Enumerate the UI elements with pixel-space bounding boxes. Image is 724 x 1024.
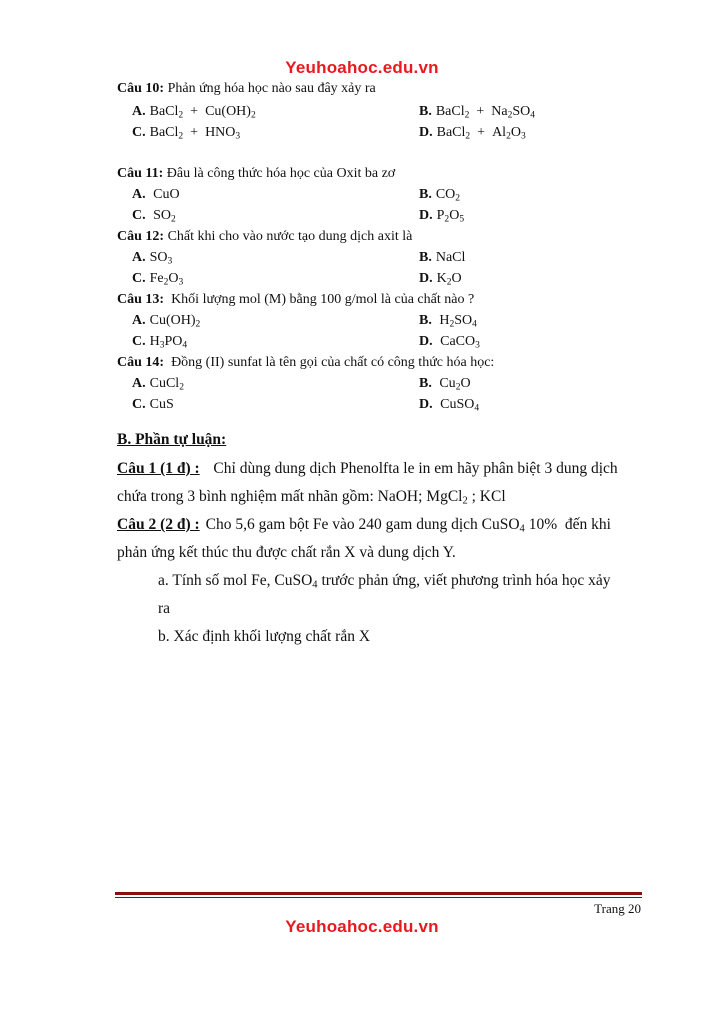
option-c: C. $H_3PO_4$: [132, 334, 188, 351]
question-12: [117, 227, 724, 247]
question-14: [117, 353, 724, 373]
option-c: C. $Fe_2O_3$: [132, 271, 184, 288]
option-b: B. $CO_2$: [419, 187, 461, 204]
question-text: Phản ứng hóa học nào sau đây xảy ra: [164, 81, 376, 96]
page-number: Trang 20: [594, 901, 641, 916]
essay-label: Câu 2 (2 đ) :: [117, 516, 200, 533]
option-c: C. BaCl$_2$ + $HNO_3$: [132, 125, 241, 142]
site-header-logo: Yeuhoahoc.edu.vn: [285, 58, 439, 77]
option-d: D. CuSO$_4$: [419, 397, 480, 414]
option-b: B. $Cu_2O$: [419, 376, 471, 393]
question-text: Khối lượng mol (M) bằng 100 g/mol là của chất nào ?: [164, 292, 475, 307]
question-10: [117, 79, 724, 99]
question-11: [117, 164, 724, 184]
essay-question-2: Câu 2 (2 đ) : Cho 5,6 gam bột Fe vào 240 gam dung dịch CuSO$_4$ 10% đến khi: [117, 516, 611, 535]
question-label: Câu 13:: [117, 292, 165, 307]
essay-question-2-line-2: phản ứng kết thúc thu được chất rắn X và dung dịch Y.: [117, 544, 456, 561]
footer-divider: [115, 892, 642, 895]
question-text: Đồng (II) sunfat là tên gọi của chất có công thức hóa học:: [164, 355, 495, 370]
option-b: B. $H_2SO_4$: [419, 313, 477, 330]
site-footer-logo: Yeuhoahoc.edu.vn: [285, 917, 439, 936]
option-a: A. CuO: [132, 187, 180, 202]
essay-label: Câu 1 (1 đ) :: [117, 460, 200, 477]
question-label: Câu 12:: [117, 229, 165, 244]
option-a: A. BaCl$_2$ + $Cu(OH)_2$: [132, 104, 256, 121]
essay-part-a-line-2: ra: [158, 600, 171, 617]
essay-part-a: a. Tính số mol Fe, CuSO$_4$ trước phản ứng, viết phương trình hóa học xảy: [158, 572, 611, 591]
option-d: D. $P_2O_5$: [419, 208, 465, 225]
question-label: Câu 10:: [117, 81, 165, 96]
essay-question-1-line-2: chứa trong 3 bình nghiệm mất nhãn gồm: NaOH; MgCl$_2$ ; KCl: [117, 488, 506, 507]
option-c: C. CuS: [132, 397, 174, 412]
question-text: Đâu là công thức hóa học của Oxit ba zơ: [163, 166, 396, 181]
footer-divider-thin: [115, 897, 642, 898]
question-13: [117, 290, 724, 310]
essay-part-b: b. Xác định khối lượng chất rắn X: [158, 628, 371, 645]
option-d: D. CaCO$_3$: [419, 334, 480, 351]
option-c: C. $SO_2$: [132, 208, 176, 225]
question-text: Chất khi cho vào nước tạo dung dịch axit là: [164, 229, 413, 244]
option-d: D. $K_2O$: [419, 271, 462, 288]
question-label: Câu 14:: [117, 355, 165, 370]
essay-question-1: Câu 1 (1 đ) : Chỉ dùng dung dịch Phenolfta le in em hãy phân biệt 3 dung dịch: [117, 460, 618, 477]
option-b: B. BaCl$_2$ + $Na_2SO_4$: [419, 104, 536, 121]
option-d: D. BaCl$_2$ + $Al_2O_3$: [419, 125, 526, 142]
option-a: A. CuCl$_2$: [132, 376, 184, 393]
option-a: A. $Cu(OH)_2$: [132, 313, 201, 330]
essay-heading: B. Phần tự luận:: [117, 431, 227, 448]
question-label: Câu 11:: [117, 166, 164, 181]
option-a: A. $SO_3$: [132, 250, 173, 267]
option-b: B. NaCl: [419, 250, 466, 265]
